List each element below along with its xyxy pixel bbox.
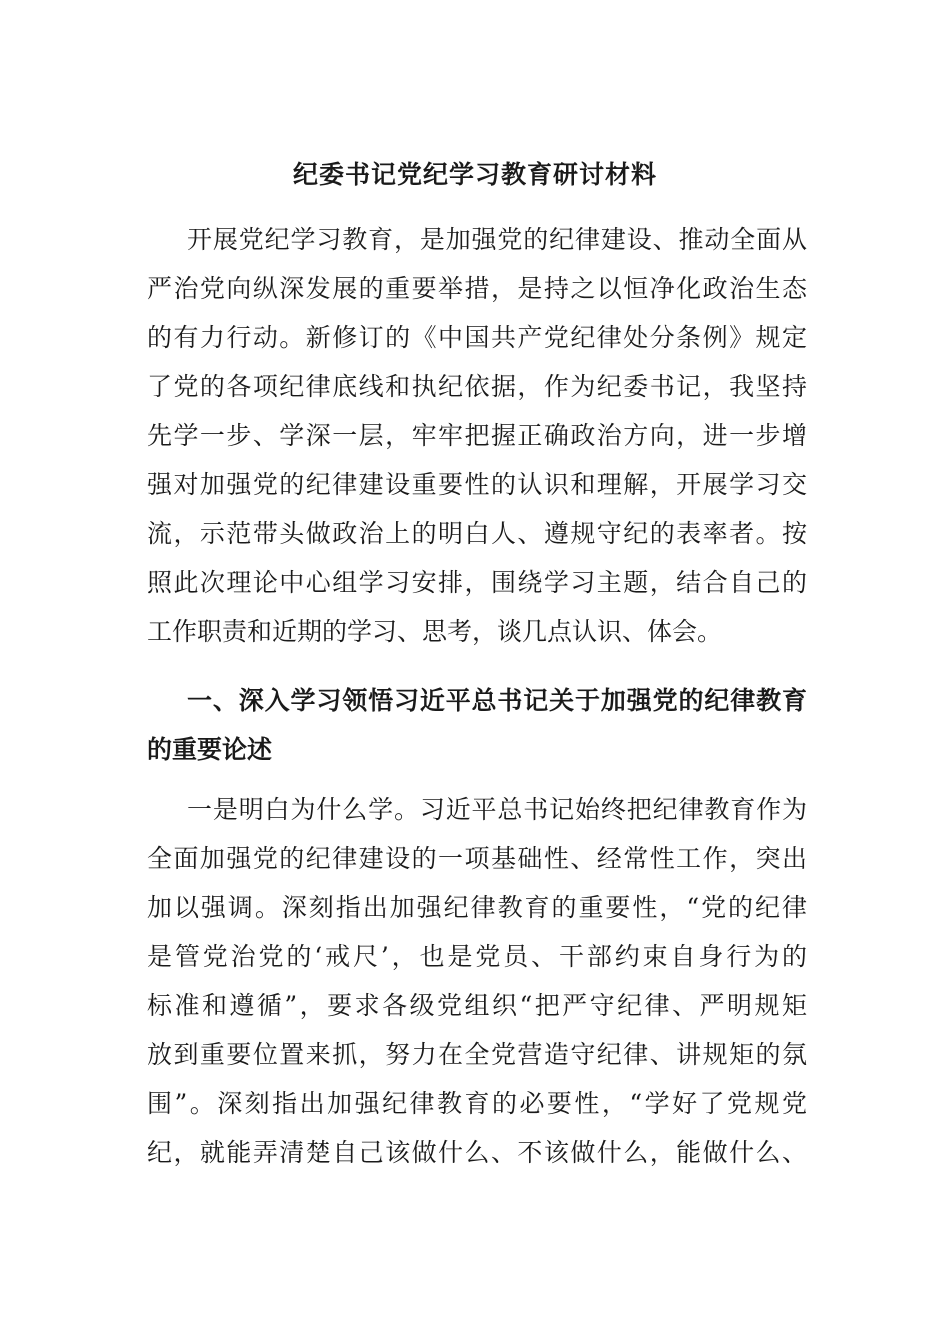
text-line: 了党的各项纪律底线和执纪依据，作为纪委书记，我坚持 — [147, 372, 807, 401]
text-line: 的有力行动。新修订的《中国共产党纪律处分条例》规定 — [147, 323, 807, 352]
text-line: 流，示范带头做政治上的明白人、遵规守纪的表率者。按 — [147, 519, 807, 548]
text-line: 围”。深刻指出加强纪律教育的必要性，“学好了党规党 — [147, 1089, 807, 1118]
text-line: 放到重要位置来抓，努力在全党营造守纪律、讲规矩的氛 — [147, 1040, 807, 1069]
text-line: 强对加强党的纪律建设重要性的认识和理解，开展学习交 — [147, 470, 807, 499]
heading-line: 的重要论述 — [147, 735, 273, 764]
text-line: 加以强调。深刻指出加强纪律教育的重要性，“党的纪律 — [147, 893, 807, 922]
text-line: 严治党向纵深发展的重要举措，是持之以恒净化政治生态 — [147, 274, 807, 303]
text-line: 工作职责和近期的学习、思考，谈几点认识、体会。 — [147, 617, 723, 646]
text-line: 纪，就能弄清楚自己该做什么、不该做什么，能做什么、 — [147, 1138, 807, 1167]
heading-line: 一、深入学习领悟习近平总书记关于加强党的纪律教育 — [187, 686, 807, 715]
text-line: 一是明白为什么学。习近平总书记始终把纪律教育作为 — [187, 795, 807, 824]
text-line: 全面加强党的纪律建设的一项基础性、经常性工作，突出 — [147, 844, 807, 873]
intro-paragraph — [147, 215, 807, 656]
section-heading — [147, 676, 807, 774]
section-paragraph — [147, 785, 807, 1177]
text-line: 是管党治党的‘戒尺’，也是党员、干部约束自身行为的 — [147, 942, 807, 971]
text-line: 标准和遵循”，要求各级党组织“把严守纪律、严明规矩 — [147, 991, 807, 1020]
text-line: 开展党纪学习教育，是加强党的纪律建设、推动全面从 — [187, 225, 807, 254]
document-title: 纪委书记党纪学习教育研讨材料 — [292, 160, 657, 189]
text-line: 先学一步、学深一层，牢牢把握正确政治方向，进一步增 — [147, 421, 807, 450]
text-line: 照此次理论中心组学习安排，围绕学习主题，结合自己的 — [147, 568, 807, 597]
